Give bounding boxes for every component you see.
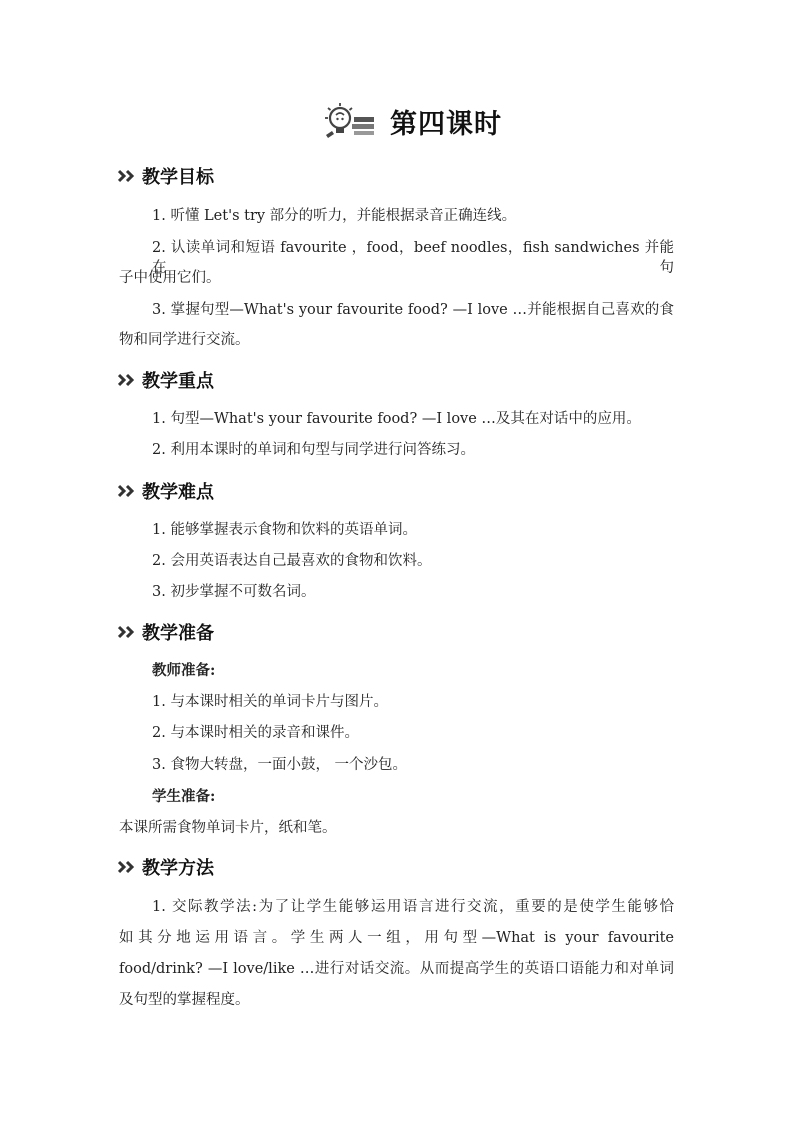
section-title-key: 教学重点	[142, 371, 214, 392]
section-heading-difficult	[118, 478, 214, 504]
lightbulb-pencil-icon	[322, 101, 378, 141]
goals-item-2-line-1: 2. 认读单词和短语 favourite ，food，beef noodles，fish sandwiches 并能在句	[152, 240, 674, 276]
double-chevron-icon	[118, 169, 138, 183]
difficult-item-1: 1. 能够掌握表示食物和饮料的英语单词。	[152, 522, 417, 538]
methods-line-4: 及句型的掌握程度。	[119, 992, 250, 1008]
double-chevron-icon	[118, 625, 138, 639]
goals-item-3-line-1: 3. 掌握句型—What's your favourite food? —I love …并能根据自己喜欢的食	[152, 302, 674, 318]
double-chevron-icon	[118, 484, 138, 498]
teacher-prep-item-1: 1. 与本课时相关的单词卡片与图片。	[152, 694, 388, 710]
section-title-goals: 教学目标	[142, 167, 214, 188]
section-title-difficult: 教学难点	[142, 482, 214, 503]
methods-line-3: food/drink? —I love/like …进行对话交流。从而提高学生的英语口语能力和对单词	[119, 961, 674, 977]
double-chevron-icon	[118, 373, 138, 387]
title-inner	[322, 101, 502, 141]
title-row	[0, 96, 794, 146]
section-heading-methods	[118, 854, 214, 880]
section-heading-key	[118, 367, 214, 393]
student-prep-text: 本课所需食物单词卡片，纸和笔。	[119, 820, 337, 836]
section-heading-goals	[118, 163, 214, 189]
page-title: 第四课时	[390, 108, 502, 140]
difficult-item-2: 2. 会用英语表达自己最喜欢的食物和饮料。	[152, 553, 432, 569]
double-chevron-icon	[118, 860, 138, 874]
goals-item-3-line-2: 物和同学进行交流。	[119, 332, 250, 348]
student-prep-label: 学生准备:	[152, 788, 216, 805]
goals-item-1: 1. 听懂 Let's try 部分的听力，并能根据录音正确连线。	[152, 208, 517, 224]
section-title-prep: 教学准备	[142, 623, 214, 644]
key-item-2: 2. 利用本课时的单词和句型与同学进行问答练习。	[152, 442, 475, 458]
methods-line-1: 1. 交际教学法:为了让学生能够运用语言进行交流，重要的是使学生能够恰	[152, 899, 674, 915]
key-item-1: 1. 句型—What's your favourite food? —I love …及其在对话中的应用。	[152, 411, 641, 427]
goals-item-2-line-2: 子中使用它们。	[119, 270, 221, 286]
section-title-methods: 教学方法	[142, 858, 214, 879]
section-heading-prep	[118, 619, 214, 645]
methods-line-2: 如其分地运用语言。学生两人一组，用句型—What is your favourite	[119, 930, 674, 946]
teacher-prep-label: 教师准备:	[152, 662, 216, 679]
difficult-item-3: 3. 初步掌握不可数名词。	[152, 584, 316, 600]
teacher-prep-item-2: 2. 与本课时相关的录音和课件。	[152, 725, 359, 741]
teacher-prep-item-3: 3. 食物大转盘，一面小鼓， 一个沙包。	[152, 757, 408, 773]
